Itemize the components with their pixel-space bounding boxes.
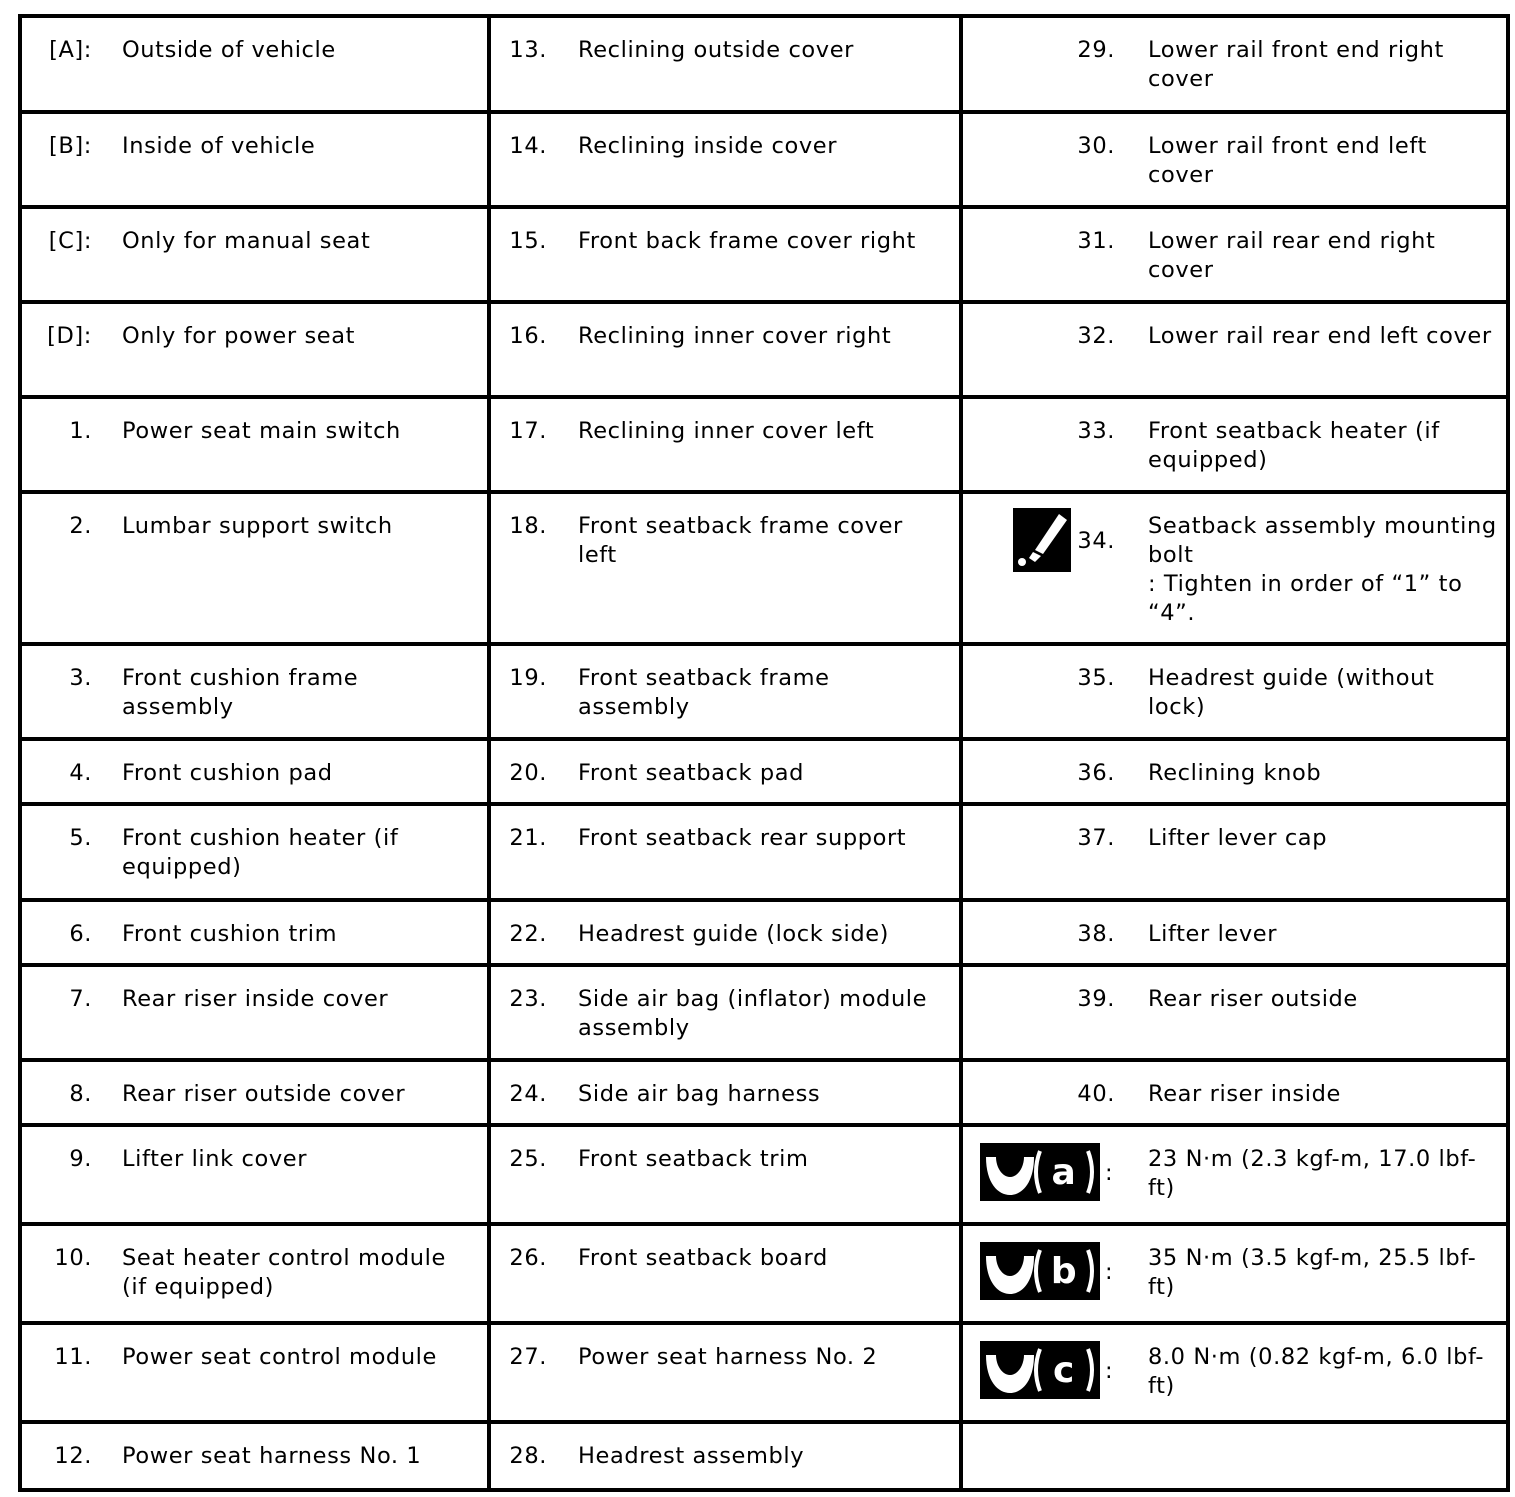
torque-spec-text: 8.0 N·m (0.82 kgf-m, 6.0 lbf-ft) (1148, 1344, 1485, 1399)
torque-colon: : (1105, 1160, 1114, 1186)
item-number: 39. (1077, 986, 1115, 1012)
item-number: 11. (54, 1344, 92, 1370)
item-label (1148, 824, 1498, 853)
item-text: Headrest guide (lock side) (578, 921, 890, 947)
legend-item (491, 1325, 959, 1420)
table-row (20, 1125, 1508, 1224)
item-text: Front seatback trim (578, 1146, 809, 1172)
table-row (20, 965, 1508, 1060)
legend-item (963, 1127, 1506, 1222)
item-text: Only for manual seat (122, 228, 371, 254)
item-text: Rear riser outside cover (122, 1081, 406, 1107)
legend-item (22, 209, 487, 300)
item-text: Rear riser inside cover (122, 986, 389, 1012)
table-cell (961, 739, 1508, 804)
table-cell (20, 397, 489, 492)
item-number: 35. (1077, 665, 1115, 691)
item-label (578, 1080, 948, 1109)
item-text: Inside of vehicle (122, 133, 316, 159)
item-label (122, 1080, 472, 1109)
item-note: : Tighten in order of “1” to “4”. (1148, 571, 1463, 626)
item-text: Power seat control module (122, 1344, 437, 1370)
item-label (1148, 132, 1498, 190)
table-cell (961, 302, 1508, 397)
legend-item (491, 494, 959, 642)
legend-item (491, 209, 959, 300)
item-label (122, 824, 472, 882)
legend-item (491, 399, 959, 490)
item-text: Front cushion trim (122, 921, 338, 947)
item-label (1148, 417, 1498, 475)
legend-item (491, 741, 959, 802)
legend-item (22, 304, 487, 395)
table-cell (961, 1125, 1508, 1224)
torque-colon: : (1105, 1358, 1114, 1384)
legend-item (963, 902, 1506, 963)
item-text: Rear riser outside (1148, 986, 1358, 1012)
item-text: Lower rail front end right cover (1148, 37, 1444, 92)
legend-item (963, 646, 1506, 737)
item-number: 16. (509, 323, 547, 349)
table-cell (961, 397, 1508, 492)
item-label (578, 322, 948, 351)
legend-item (963, 806, 1506, 898)
item-label (578, 759, 948, 788)
table-row (20, 397, 1508, 492)
item-label (1148, 985, 1498, 1014)
legend-item (963, 209, 1506, 300)
table-cell (20, 1060, 489, 1125)
item-text: Front cushion frame assembly (122, 665, 359, 720)
legend-item (963, 741, 1506, 802)
table-cell (961, 1422, 1508, 1490)
legend-item (22, 967, 487, 1058)
item-label (1148, 1080, 1498, 1109)
item-text: Power seat harness No. 1 (122, 1443, 422, 1469)
legend-item (22, 1226, 487, 1321)
item-number: [C]: (48, 228, 92, 254)
item-label (578, 1145, 948, 1174)
table-row (20, 1060, 1508, 1125)
legend-item (491, 967, 959, 1058)
table-row (20, 1224, 1508, 1323)
table-cell (961, 207, 1508, 302)
legend-item (491, 1424, 959, 1488)
legend-item (491, 18, 959, 110)
item-number: [B]: (49, 133, 92, 159)
table-cell (20, 1125, 489, 1224)
torque-key-label: a (1051, 1152, 1077, 1193)
item-number: 32. (1077, 323, 1115, 349)
table-row (20, 804, 1508, 900)
legend-item (491, 1127, 959, 1222)
item-label (578, 664, 948, 722)
table-cell (489, 1125, 961, 1224)
table-cell (489, 112, 961, 207)
item-text: Front seatback frame cover left (578, 513, 903, 568)
item-label (122, 664, 472, 722)
legend-item (963, 114, 1506, 205)
item-number: 15. (509, 228, 547, 254)
item-number: 23. (509, 986, 547, 1012)
item-number: 25. (509, 1146, 547, 1172)
item-number: 24. (509, 1081, 547, 1107)
item-label (578, 417, 948, 446)
table-row (20, 1323, 1508, 1422)
item-number: 37. (1077, 825, 1115, 851)
item-label (122, 227, 472, 256)
legend-item (22, 1127, 487, 1222)
table-cell (489, 492, 961, 644)
item-text: Front seatback pad (578, 760, 805, 786)
legend-item (22, 902, 487, 963)
legend-item (22, 806, 487, 898)
item-number: 4. (69, 760, 92, 786)
legend-item (491, 646, 959, 737)
item-number: 2. (69, 513, 92, 539)
item-text: Front back frame cover right (578, 228, 916, 254)
legend-item (491, 114, 959, 205)
legend-item (963, 304, 1506, 395)
item-text: Front seatback heater (if equipped) (1148, 418, 1440, 473)
item-label (578, 824, 948, 853)
item-number: 31. (1077, 228, 1115, 254)
item-label (578, 36, 948, 65)
table-row (20, 112, 1508, 207)
item-number: 27. (509, 1344, 547, 1370)
item-label (578, 512, 948, 570)
legend-item (491, 1062, 959, 1123)
item-label (1148, 920, 1498, 949)
item-label (1148, 664, 1498, 722)
item-text: Power seat main switch (122, 418, 401, 444)
item-label (1148, 322, 1498, 351)
item-label (578, 227, 948, 256)
table-cell (489, 804, 961, 900)
item-text: Front seatback rear support (578, 825, 907, 851)
item-text: Lifter lever cap (1148, 825, 1328, 851)
item-text: Headrest assembly (578, 1443, 805, 1469)
table-cell (20, 492, 489, 644)
item-text: Lifter link cover (122, 1146, 308, 1172)
item-text: Lifter lever (1148, 921, 1278, 947)
legend-item (963, 1325, 1506, 1420)
item-label (122, 759, 472, 788)
item-number: 38. (1077, 921, 1115, 947)
item-number: 17. (509, 418, 547, 444)
table-row (20, 900, 1508, 965)
table-cell (20, 16, 489, 112)
item-number: 13. (509, 37, 547, 63)
table-cell (489, 1224, 961, 1323)
item-label (122, 1244, 472, 1302)
table-cell (20, 804, 489, 900)
parts-legend-table (18, 14, 1510, 1492)
item-number: 21. (509, 825, 547, 851)
item-text: Reclining inner cover left (578, 418, 875, 444)
legend-item (22, 494, 487, 642)
legend-item (491, 304, 959, 395)
table-cell (961, 1224, 1508, 1323)
item-label (1148, 36, 1498, 94)
item-text: Front cushion heater (if equipped) (122, 825, 399, 880)
table-cell (961, 644, 1508, 739)
table-cell (961, 1323, 1508, 1422)
item-number: 29. (1077, 37, 1115, 63)
item-text: Power seat harness No. 2 (578, 1344, 878, 1370)
table-row (20, 1422, 1508, 1490)
item-label (578, 1244, 948, 1273)
torque-key-label: c (1053, 1350, 1075, 1391)
item-number: 18. (509, 513, 547, 539)
legend-item (22, 18, 487, 110)
item-label (578, 1442, 948, 1471)
table-cell (20, 207, 489, 302)
item-number: 14. (509, 133, 547, 159)
table-cell (489, 207, 961, 302)
item-text: Front cushion pad (122, 760, 333, 786)
item-number: 5. (69, 825, 92, 851)
item-label (122, 132, 472, 161)
item-label (122, 322, 472, 351)
item-text: Reclining outside cover (578, 37, 854, 63)
legend-item (22, 114, 487, 205)
table-cell (20, 302, 489, 397)
item-label (1148, 759, 1498, 788)
item-label (122, 1343, 472, 1372)
item-number: 3. (69, 665, 92, 691)
item-number: 12. (54, 1443, 92, 1469)
legend-item (963, 494, 1506, 642)
item-number: [D]: (47, 323, 92, 349)
item-label (122, 417, 472, 446)
table-cell (20, 644, 489, 739)
item-text: Side air bag harness (578, 1081, 821, 1107)
table-cell (489, 965, 961, 1060)
table-cell (489, 644, 961, 739)
torque-wrench-icon (980, 1341, 1100, 1399)
item-text: Reclining inner cover right (578, 323, 892, 349)
legend-item (22, 741, 487, 802)
torque-key-label: b (1050, 1251, 1078, 1292)
torque-wrench-icon (980, 1242, 1100, 1300)
table-row (20, 644, 1508, 739)
item-number: 36. (1077, 760, 1115, 786)
item-number: 22. (509, 921, 547, 947)
empty-cell (963, 1424, 1506, 1488)
item-text: Side air bag (inflator) module assembly (578, 986, 928, 1041)
torque-spec-text: 35 N·m (3.5 kgf-m, 25.5 lbf-ft) (1148, 1245, 1477, 1300)
item-text: Seatback assembly mounting bolt (1148, 513, 1497, 568)
item-text: Reclining inside cover (578, 133, 838, 159)
item-text: Headrest guide (without lock) (1148, 665, 1435, 720)
table-cell (961, 492, 1508, 644)
table-cell (489, 1422, 961, 1490)
item-text: Reclining knob (1148, 760, 1322, 786)
table-cell (489, 397, 961, 492)
table-cell (489, 16, 961, 112)
legend-item (963, 18, 1506, 110)
item-text: Front seatback board (578, 1245, 828, 1271)
legend-item (22, 646, 487, 737)
item-number: 30. (1077, 133, 1115, 159)
item-label (578, 920, 948, 949)
item-number: 26. (509, 1245, 547, 1271)
item-label (1148, 512, 1498, 628)
legend-item (22, 399, 487, 490)
item-number: 33. (1077, 418, 1115, 444)
legend-item (963, 1062, 1506, 1123)
legend-item (963, 399, 1506, 490)
table-cell (961, 16, 1508, 112)
item-label (122, 512, 472, 541)
item-number: 19. (509, 665, 547, 691)
torque-spec-text: 23 N·m (2.3 kgf-m, 17.0 lbf-ft) (1148, 1146, 1477, 1201)
table-row (20, 492, 1508, 644)
table-cell (489, 739, 961, 804)
item-text: Only for power seat (122, 323, 356, 349)
item-number: 34. (1077, 528, 1115, 554)
table-cell (961, 1060, 1508, 1125)
item-text: Outside of vehicle (122, 37, 336, 63)
item-label (578, 132, 948, 161)
table-cell (20, 739, 489, 804)
table-cell (961, 804, 1508, 900)
table-cell (20, 112, 489, 207)
item-label (1148, 227, 1498, 285)
item-label (122, 1442, 472, 1471)
item-number: [A]: (49, 37, 92, 63)
legend-item (491, 902, 959, 963)
item-number: 8. (69, 1081, 92, 1107)
item-text: Lower rail rear end right cover (1148, 228, 1436, 283)
table-cell (20, 965, 489, 1060)
table-row (20, 16, 1508, 112)
table-cell (489, 1060, 961, 1125)
item-text: Front seatback frame assembly (578, 665, 830, 720)
item-number: 9. (69, 1146, 92, 1172)
item-number: 10. (54, 1245, 92, 1271)
item-number: 7. (69, 986, 92, 1012)
table-row (20, 739, 1508, 804)
legend-item (22, 1325, 487, 1420)
legend-item (22, 1424, 487, 1488)
item-label (122, 985, 472, 1014)
table-cell (961, 965, 1508, 1060)
table-cell (489, 1323, 961, 1422)
table-cell (489, 900, 961, 965)
table-row (20, 302, 1508, 397)
item-label (578, 1343, 948, 1372)
item-text: Lumbar support switch (122, 513, 393, 539)
item-text: Lower rail front end left cover (1148, 133, 1427, 188)
item-label (122, 920, 472, 949)
table-cell (489, 302, 961, 397)
item-label (578, 985, 948, 1043)
item-text: Lower rail rear end left cover (1148, 323, 1492, 349)
legend-item (491, 806, 959, 898)
item-text: Seat heater control module (if equipped) (122, 1245, 446, 1300)
item-label (122, 36, 472, 65)
legend-item (22, 1062, 487, 1123)
legend-body (20, 16, 1508, 1490)
item-number: 6. (69, 921, 92, 947)
table-row (20, 207, 1508, 302)
item-label (122, 1145, 472, 1174)
table-cell (20, 900, 489, 965)
torque-colon: : (1105, 1259, 1114, 1285)
legend-item (963, 967, 1506, 1058)
item-number: 1. (69, 418, 92, 444)
table-cell (961, 900, 1508, 965)
table-cell (20, 1422, 489, 1490)
table-cell (20, 1323, 489, 1422)
legend-item (963, 1226, 1506, 1321)
item-number: 28. (509, 1443, 547, 1469)
item-number: 40. (1077, 1081, 1115, 1107)
item-number: 20. (509, 760, 547, 786)
torque-wrench-icon (980, 1143, 1100, 1201)
legend-item (491, 1226, 959, 1321)
item-text: Rear riser inside (1148, 1081, 1341, 1107)
table-cell (20, 1224, 489, 1323)
table-cell (961, 112, 1508, 207)
